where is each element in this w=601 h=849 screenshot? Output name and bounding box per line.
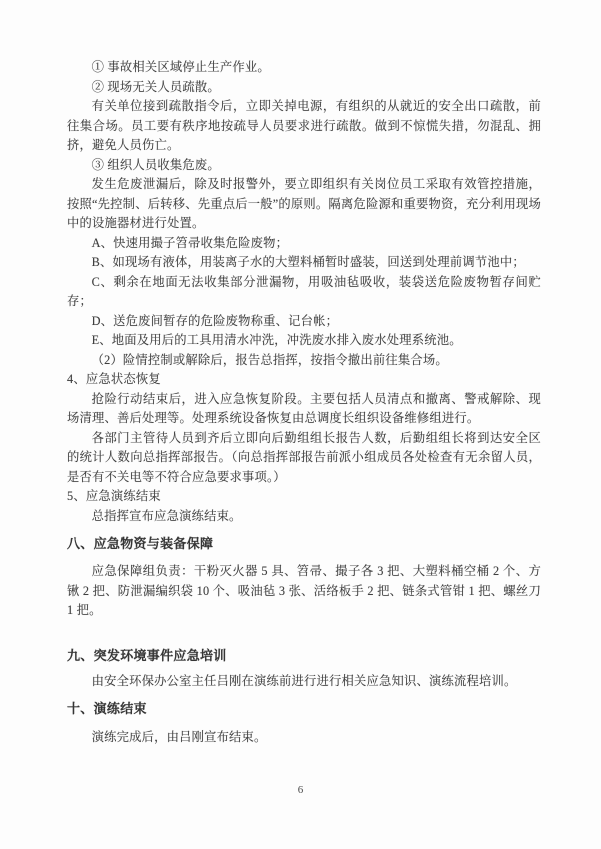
- list-item-b: B、如现场有液体，用装离子水的大塑料桶暂时盛装，回送到处理前调节池中；: [91, 255, 525, 269]
- paragraph-drill-complete: 演练完成后，由吕刚宣布结束。: [91, 730, 267, 744]
- section-heading-9-training: 九、突发环境事件应急培训: [67, 647, 227, 663]
- numbered-item-5: 5、应急演练结束: [67, 489, 161, 503]
- paragraph-training: 由安全环保办公室主任吕刚在演练前进行进行相关应急知识、演练流程培训。: [91, 673, 517, 688]
- list-item-circled-3: ③ 组织人员收集危废。: [91, 157, 220, 172]
- document-content: [67, 58, 541, 748]
- list-item-d: D、送危废间暂存的危险废物称重、记台帐；: [91, 313, 339, 328]
- paragraph-drill-end-announcement: 总指挥宣布应急演练结束。: [91, 508, 242, 523]
- paragraph-evacuation: 有关单位接到疏散指令后，立即关掉电源，有组织的从就近的安全出口疏散，前往集合场。员工要有秩序地按疏导人员要求进行疏散。做到不惊慌失措，勿混乱、拥挤，避免人员伤亡。: [67, 99, 541, 152]
- section-heading-10-drill-end: 十、演练结束: [67, 701, 147, 716]
- section-heading-8-supplies: 八、应急物资与装备保障: [67, 536, 214, 551]
- list-item-c: C、剩余在地面无法收集部分泄漏物，用吸油毡吸收，装袋送危险废物暂存间贮存；: [67, 274, 541, 308]
- paragraph-headcount-report: 各部门主管待人员到齐后立即向后勤组组长报告人数，后勤组组长将到达安全区的统计人数向总指挥部报告。（向总指挥部报告前派小组成员各处检查有无余留人员，是否有不关电等不符合应急要求事项。）: [67, 430, 541, 484]
- list-item-a: A、快速用撮子笤帚收集危险废物；: [91, 235, 289, 250]
- paragraph-leak-control: 发生危废泄漏后，除及时报警外，要立即组织有关岗位员工采取有效管控措施，按照“先控制、后转移、先重点后一般”的原则。隔离危险源和重要物资，充分利用现场中的设施器材进行处置。: [67, 177, 541, 230]
- list-item-circled-1: ① 事故相关区域停止生产作业。: [91, 60, 270, 74]
- paragraph-recovery: 抢险行动结束后，进入应急恢复阶段。主要包括人员清点和撤离、警戒解除、现场清理、善后处理等。处理系统设备恢复由总调度长组织设备维修组进行。: [67, 391, 541, 425]
- list-item-paren-2: （2）险情控制或解除后，报告总指挥，按指令撤出前往集合场。: [91, 352, 448, 367]
- list-item-e: E、地面及用后的工具用清水冲洗，冲洗废水排入废水处理系统池。: [91, 333, 462, 347]
- paragraph-supplies-list: 应急保障组负责：干粉灭火器 5 具、笤帚、撮子各 3 把、大塑料桶空桶 2 个、方锹 2 把、防泄漏编织袋 10 个、吸油毡 3 张、活络板手 2 把、链条式管钳 1 把、螺丝刀 1 把。: [67, 564, 541, 617]
- numbered-item-4: 4、应急状态恢复: [67, 372, 161, 386]
- list-item-circled-2: ② 现场无关人员疏散。: [91, 79, 220, 94]
- page-number: 6: [297, 784, 304, 796]
